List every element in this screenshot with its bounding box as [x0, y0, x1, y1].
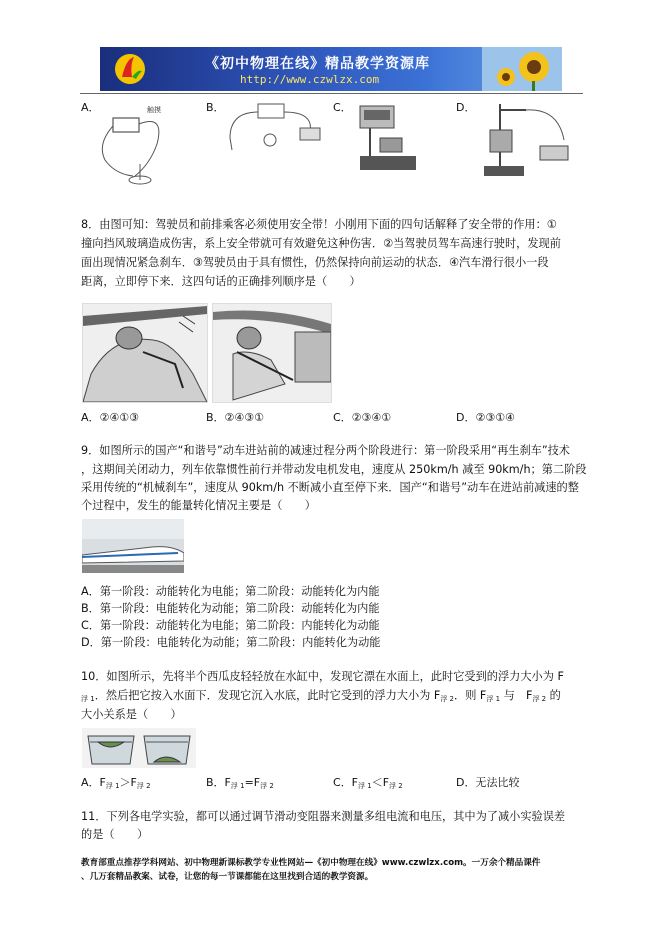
footer-line-2: 、几万套精品教案、试卷，让您的每一节课都能在这里找到合适的教学资源。 [81, 872, 374, 882]
q8-option-c[interactable]: C．②③④① [333, 411, 392, 424]
q9-text-line-3: 采用传统的“机械刹车”，速度从 90km/h 不断减小直至停下来．国产“和谐号”动车在进站前减速的整 [81, 481, 579, 494]
q8-text-line-3: 面出现情况紧急刹车．③驾驶员由于具有惯性，仍然保持向前运动的状态．④汽车滑行很小一段 [81, 256, 549, 269]
footer-line-1: 教育部重点推荐学科网站、初中物理新课标教学专业性网站—《初中物理在线》www.czwlzx.com。一万余个精品课件 [81, 858, 541, 868]
q9-text-line-4: 个过程中，发生的能量转化情况主要是（ ） [81, 499, 316, 512]
q7-option-b[interactable]: B． [206, 101, 225, 114]
q9-text-line-1: 9．如图所示的国产“和谐号”动车进站前的减速过程分两个阶段进行：第一阶段采用“再生刹车”技术 [81, 444, 570, 457]
q7-figure-c [352, 100, 432, 180]
site-logo-icon [110, 51, 150, 87]
header-url[interactable]: http://www.czwlzx.com [240, 73, 380, 86]
q10-option-d[interactable]: D．无法比较 [456, 776, 520, 789]
sunflower-icon [482, 47, 562, 91]
q7-figure-a-label: 触摸 [147, 106, 161, 114]
q7-figure-a [95, 104, 185, 186]
q10-option-a[interactable]: A．$F_{浮 1}>F_{浮 2}$ [81, 776, 151, 790]
q11-text-line-1: 11．下列各电学实验，都可以通过调节滑动变阻器来测量多组电流和电压，其中为了减小实验误差 [81, 810, 566, 823]
tank-sunk-icon [144, 736, 190, 764]
q9-option-b[interactable]: B．第一阶段：电能转化为动能；第二阶段：动能转化为内能 [81, 602, 380, 615]
q8-figure-right [212, 303, 332, 403]
q10-figure [82, 728, 196, 768]
q10-text-line-1: 10．如图所示，先将半个西瓜皮轻轻放在水缸中，发现它漂在水面上，此时它受到的浮力大小为 F [81, 670, 564, 683]
q7-option-a[interactable]: A． [81, 101, 100, 114]
q10-option-c[interactable]: C．$F_{浮 1}<F_{浮 2}$ [333, 776, 403, 790]
q9-option-a[interactable]: A．第一阶段：动能转化为电能；第二阶段：动能转化为内能 [81, 585, 380, 598]
q10-option-b[interactable]: B．$F_{浮 1}=F_{浮 2}$ [206, 776, 274, 790]
q8-figure-left [82, 303, 208, 403]
q8-text-line-1: 8．由图可知：驾驶员和前排乘客必须使用安全带！小刚用下面的四句话解释了安全带的作用：① [81, 218, 557, 231]
q8-option-d[interactable]: D．②③①④ [456, 411, 515, 424]
q7-option-c[interactable]: C． [333, 101, 352, 114]
q8-option-b[interactable]: B．②④③① [206, 411, 264, 424]
q9-train-figure [82, 519, 184, 573]
q10-text-line-3: 大小关系是（ ） [81, 708, 182, 721]
tank-floating-icon [88, 736, 134, 764]
header-divider [80, 93, 583, 94]
header-banner [100, 47, 562, 91]
q11-text-line-2: 的是（ ） [81, 828, 149, 841]
q9-option-d[interactable]: D．第一阶段：电能转化为动能；第二阶段：内能转化为动能 [81, 636, 381, 649]
q8-option-a[interactable]: A．②④①③ [81, 411, 139, 424]
q9-option-c[interactable]: C．第一阶段：动能转化为电能；第二阶段：内能转化为动能 [81, 619, 380, 632]
q7-figure-b [218, 98, 328, 160]
header-title: 《初中物理在线》精品教学资源库 [205, 56, 430, 72]
q7-option-d[interactable]: D． [456, 101, 476, 114]
q9-text-line-2: ，这期间关闭动力，列车依靠惯性前行并带动发电机发电，速度从 250km/h 减至 90km/h；第二阶段 [81, 463, 587, 476]
q8-text-line-4: 距离，立即停下来．这四句话的正确排列顺序是（ ） [81, 275, 361, 288]
q10-text-line-2: $_{浮 1}$．然后把它按入水面下．发现它沉入水底，此时它受到的浮力大小为 $F_{浮 2}$．则 $F_{浮 1}$ 与 $F_{浮 2}$ 的 [81, 689, 561, 703]
q7-figure-d [478, 100, 576, 182]
q8-text-line-2: 撞向挡风玻璃造成伤害，系上安全带就可有效避免这种伤害．②当驾驶员驾车高速行驶时，发现前 [81, 237, 561, 250]
